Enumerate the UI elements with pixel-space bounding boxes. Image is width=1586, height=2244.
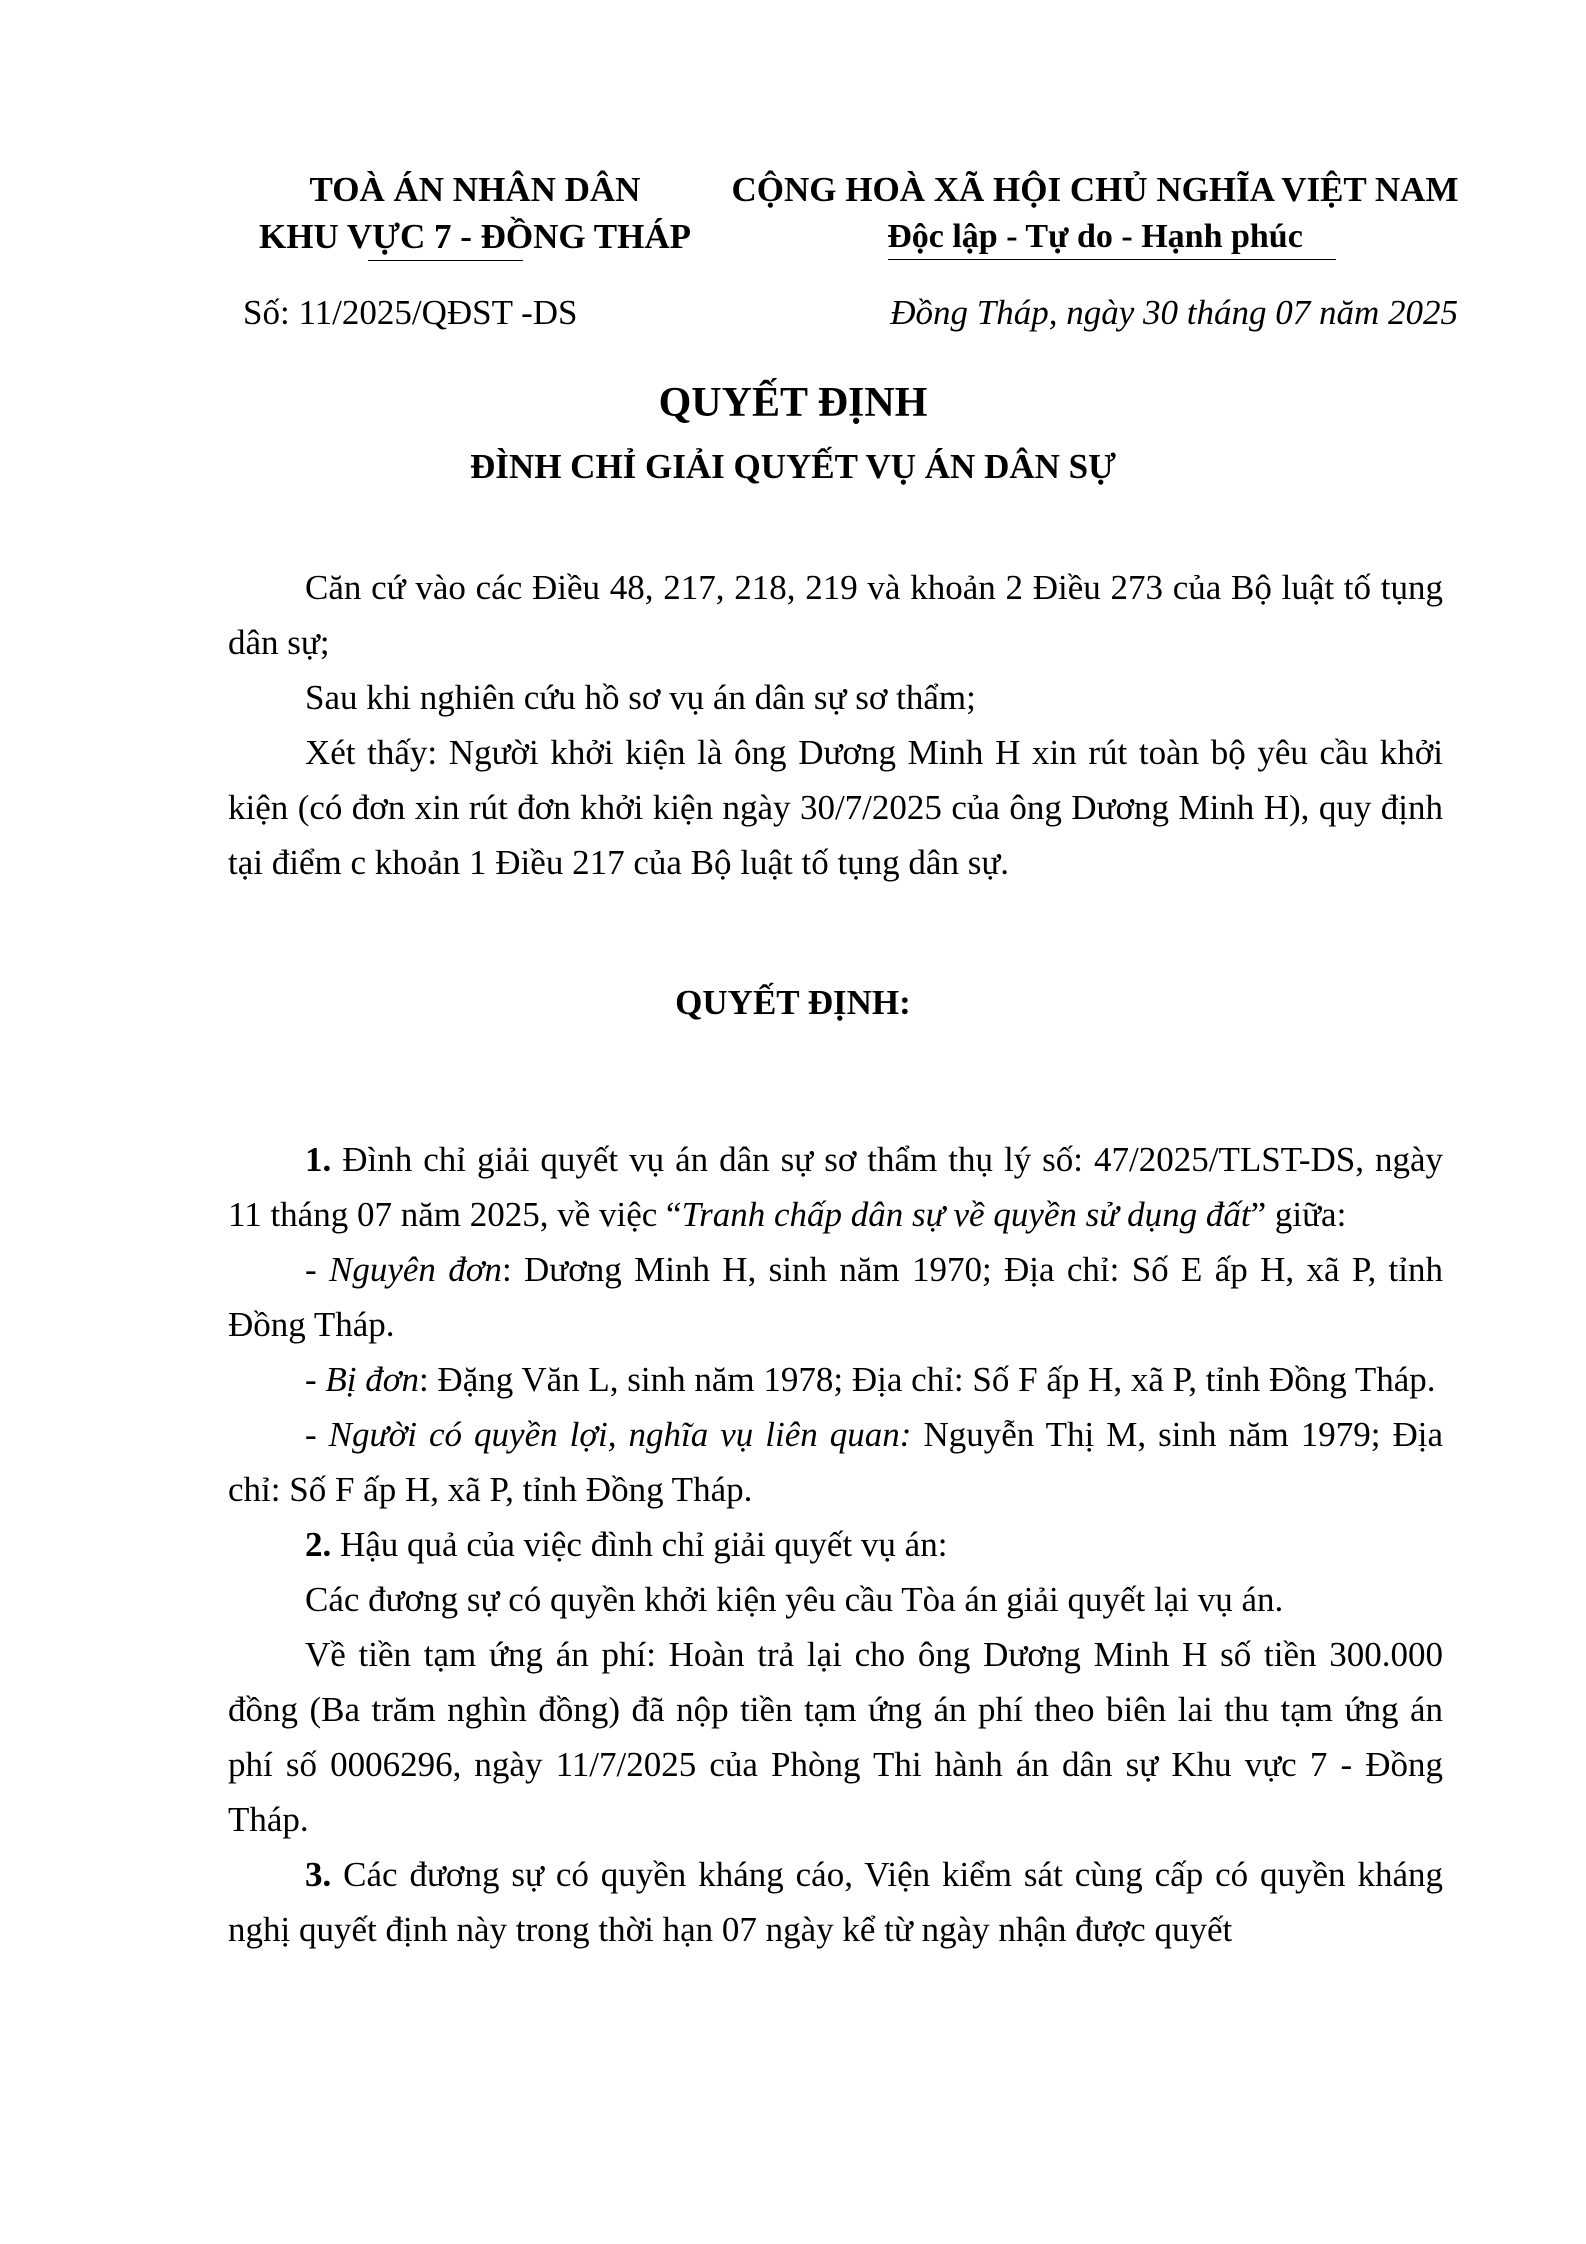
decision-item-1 <box>228 1132 1443 1242</box>
case-subject: Tranh chấp dân sự về quyền sử dụng đất <box>681 1195 1251 1234</box>
item-1-text-a: Đình chỉ giải quyết vụ án dân sự sơ thẩm thụ lý số: 47/2025/TLST-DS, ngày 11 tháng 07 năm 2025, về việc “ <box>228 1140 1443 1234</box>
nation-line-1: CỘNG HOÀ XÃ HỘI CHỦ NGHĨA VIỆT NAM <box>731 170 1459 209</box>
related-party-line: - Người có quyền lợi, nghĩa vụ liên quan: Nguyễn Thị M, sinh năm 1979; Địa chỉ: Số F ấp H, xã P, tỉnh Đồng Tháp. <box>228 1415 1444 1509</box>
document-subtitle: ĐÌNH CHỈ GIẢI QUYẾT VỤ ÁN DÂN SỰ <box>470 447 1116 486</box>
court-name-block <box>230 166 720 260</box>
item-1-number: 1. <box>305 1140 332 1179</box>
preamble-consideration: Xét thấy: Người khởi kiện là ông Dương Minh H xin rút toàn bộ yêu cầu khởi kiện (có đơn xin rút đơn khởi kiện ngày 30/7/2025 của ông Dương Minh H), quy định tại điểm c khoản 1 Điều 217 của Bộ luật tố tụng dân sự. <box>228 733 1443 882</box>
plaintiff-line: - Nguyên đơn: Dương Minh H, sinh năm 1970; Địa chỉ: Số E ấp H, xã P, tỉnh Đồng Tháp. <box>228 1250 1443 1344</box>
related-party-label: Người có quyền lợi, nghĩa vụ liên quan: <box>328 1415 912 1454</box>
item-2-court-fee: Về tiền tạm ứng án phí: Hoàn trả lại cho ông Dương Minh H số tiền 300.000 đồng (Ba trăm nghìn đồng) đã nộp tiền tạm ứng án phí theo biên lai thu tạm ứng án phí số 0006296, ngày 11/7/2025 của Phòng Thi hành án dân sự Khu vực 7 - Đồng Tháp. <box>228 1635 1443 1839</box>
document-title: QUYẾT ĐỊNH <box>658 380 928 426</box>
defendant-line: - Bị đơn: Đặng Văn L, sinh năm 1978; Địa chỉ: Số F ấp H, xã P, tỉnh Đồng Tháp. <box>305 1360 1436 1399</box>
item-3-number: 3. <box>305 1855 332 1894</box>
decision-body <box>228 1132 1443 1957</box>
item-2-consequence: Các đương sự có quyền khởi kiện yêu cầu Tòa án giải quyết lại vụ án. <box>305 1580 1284 1619</box>
preamble-legal-basis: Căn cứ vào các Điều 48, 217, 218, 219 và khoản 2 Điều 273 của Bộ luật tố tụng dân sự; <box>228 568 1443 662</box>
item-2-text: Hậu quả của việc đình chỉ giải quyết vụ án: <box>331 1525 948 1564</box>
defendant-text: : Đặng Văn L, sinh năm 1978; Địa chỉ: Số F ấp H, xã P, tỉnh Đồng Tháp. <box>418 1360 1436 1399</box>
court-underline <box>368 260 523 261</box>
item-3-text: Các đương sự có quyền kháng cáo, Viện kiểm sát cùng cấp có quyền kháng nghị quyết định này trong thời hạn 07 ngày kể từ ngày nhận được quyết <box>228 1855 1443 1949</box>
item-1-text-b: ” giữa: <box>1250 1195 1347 1234</box>
document-number: Số: 11/2025/QĐST -DS <box>243 293 578 332</box>
nation-line-2: Độc lập - Tự do - Hạnh phúc <box>887 218 1303 255</box>
plaintiff-text: : Dương Minh H, sinh năm 1970; Địa chỉ: Số E ấp H, xã P, tỉnh Đồng Tháp. <box>228 1250 1443 1344</box>
related-party-text: Nguyễn Thị M, sinh năm 1979; Địa chỉ: Số F ấp H, xã P, tỉnh Đồng Tháp. <box>228 1415 1444 1509</box>
plaintiff-label: Nguyên đơn <box>329 1250 502 1289</box>
national-motto-block <box>715 166 1475 260</box>
place-date: Đồng Tháp, ngày 30 tháng 07 năm 2025 <box>890 293 1458 332</box>
court-line-1: TOÀ ÁN NHÂN DÂN <box>309 170 641 209</box>
defendant-label: Bị đơn <box>325 1360 419 1399</box>
decision-item-3 <box>228 1847 1443 1957</box>
item-2-number: 2. <box>305 1525 332 1564</box>
preamble <box>228 560 1443 890</box>
court-line-2: KHU VỰC 7 - ĐỒNG THÁP <box>259 217 691 256</box>
decision-heading: QUYẾT ĐỊNH: <box>675 983 911 1022</box>
preamble-review: Sau khi nghiên cứu hồ sơ vụ án dân sự sơ thẩm; <box>305 678 976 717</box>
decision-item-2 <box>228 1517 1443 1572</box>
motto-underline <box>888 259 1336 260</box>
